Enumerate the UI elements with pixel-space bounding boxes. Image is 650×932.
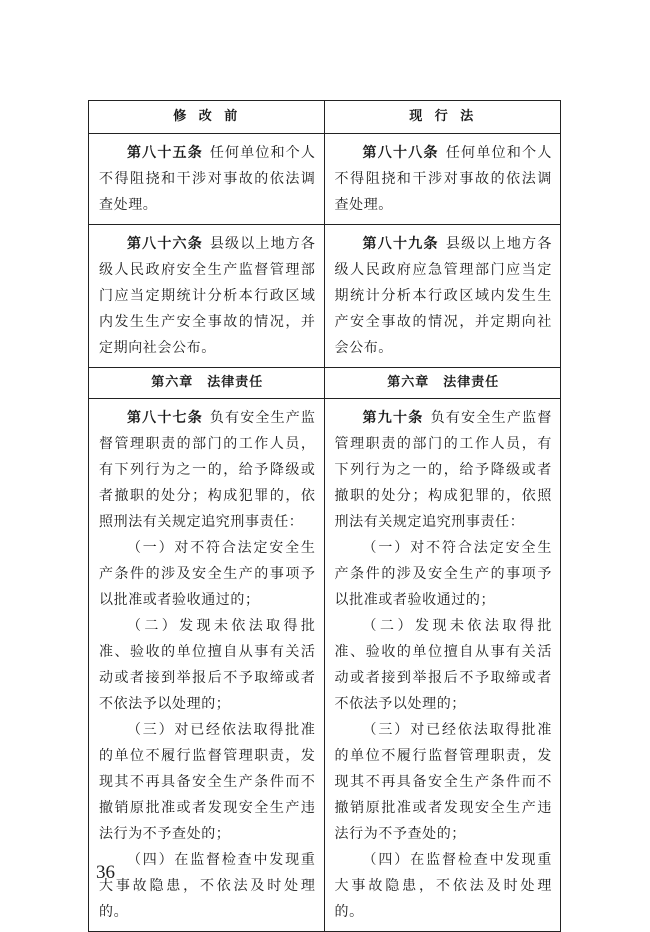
table-row — [89, 399, 560, 931]
article-item: （三）对已经依法取得批准的单位不履行监督管理职责，发现其不再具备安全生产条件而不撤销原批准或者发现安全生产违法行为不予查处的； — [334, 722, 552, 842]
page-number: 36 — [96, 862, 115, 883]
article-text: 负有安全生产监督管理职责的部门的工作人员，有下列行为之一的，给予降级或者撤职的处分；构成犯罪的，依照刑法有关规定追究刑事责任： — [99, 410, 316, 530]
article-paragraph — [99, 140, 316, 218]
article-number: 第九十条 — [362, 410, 424, 426]
article-text: 县级以上地方各级人民政府安全生产监督管理部门应当定期统计分析本行政区域内发生生产安全事故的情况，并定期向社会公布。 — [99, 236, 316, 356]
header-before-amendment: 修 改 前 — [89, 101, 325, 133]
cell-current-article-90 — [325, 399, 561, 931]
table-row — [89, 134, 560, 225]
comparison-table — [88, 100, 561, 932]
article-text: 负有安全生产监督管理职责的部门的工作人员，有下列行为之一的，给予降级或者撤职的处分；构成犯罪的，依照刑法有关规定追究刑事责任： — [334, 410, 552, 530]
cell-current-article-89 — [325, 225, 561, 367]
article-paragraph — [99, 405, 316, 535]
cell-before-article-85 — [89, 134, 325, 224]
cell-current-article-88 — [325, 134, 561, 224]
article-paragraph — [335, 140, 553, 218]
cell-before-article-87 — [89, 399, 325, 931]
article-paragraph — [99, 231, 316, 361]
article-paragraph — [335, 405, 553, 535]
chapter-heading-row — [89, 368, 560, 399]
article-item: （三）对已经依法取得批准的单位不履行监督管理职责，发现其不再具备安全生产条件而不撤销原批准或者发现安全生产违法行为不予查处的； — [99, 722, 316, 842]
article-text: 县级以上地方各级人民政府应急管理部门应当定期统计分析本行政区域内发生生产安全事故的情况，并定期向社会公布。 — [334, 236, 553, 356]
article-item: （二）发现未依法取得批准、验收的单位擅自从事有关活动或者接到举报后不予取缔或者不依法予以处理的； — [334, 618, 552, 712]
article-item: （四）在监督检查中发现重大事故隐患，不依法及时处理的。 — [334, 852, 552, 920]
article-paragraph — [335, 231, 553, 361]
article-number: 第八十七条 — [127, 410, 203, 426]
header-current-law: 现 行 法 — [409, 109, 478, 124]
table-header-row — [89, 101, 560, 134]
article-number: 第八十九条 — [362, 236, 439, 252]
article-number: 第八十六条 — [127, 236, 203, 252]
article-item: （一）对不符合法定安全生产条件的涉及安全生产的事项予以批准或者验收通过的； — [334, 540, 552, 608]
article-text: 任何单位和个人不得阻挠和干涉对事故的依法调查处理。 — [99, 145, 316, 213]
table-row — [89, 225, 560, 368]
chapter-heading-current: 第六章 法律责任 — [387, 375, 500, 390]
cell-before-article-86 — [89, 225, 325, 367]
article-item: （二）发现未依法取得批准、验收的单位擅自从事有关活动或者接到举报后不予取缔或者不依法予以处理的； — [99, 618, 316, 712]
article-number: 第八十八条 — [362, 145, 439, 161]
article-item: （四）在监督检查中发现重大事故隐患，不依法及时处理的。 — [99, 852, 316, 920]
article-number: 第八十五条 — [127, 145, 203, 161]
chapter-heading-before: 第六章 法律责任 — [89, 368, 325, 398]
article-item: （一）对不符合法定安全生产条件的涉及安全生产的事项予以批准或者验收通过的； — [99, 540, 316, 608]
article-text: 任何单位和个人不得阻挠和干涉对事故的依法调查处理。 — [334, 145, 553, 213]
